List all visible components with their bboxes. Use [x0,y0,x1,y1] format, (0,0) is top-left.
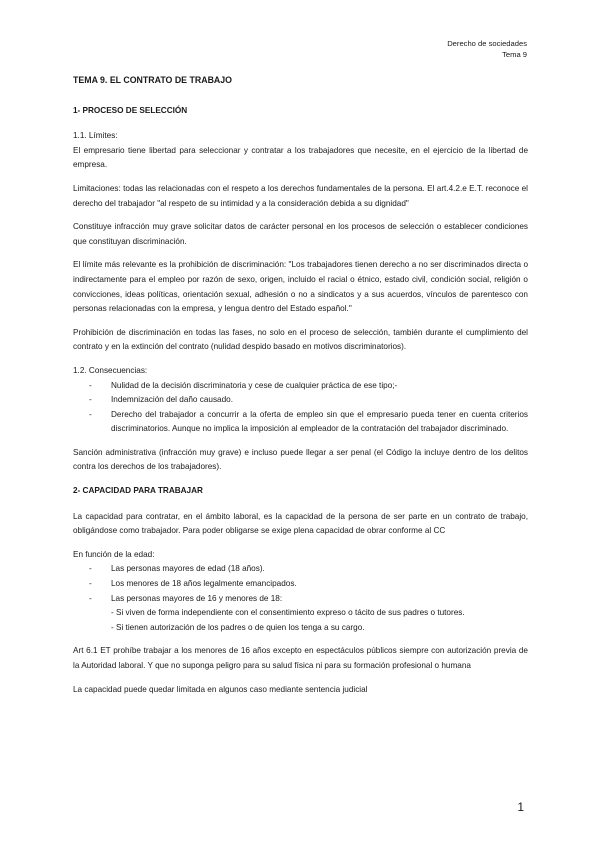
bullet-dash: - [89,593,92,603]
list-item-text: Los menores de 18 años legalmente emancipados. [111,579,297,589]
list-item-text: Nulidad de la decisión discriminatoria y cese de cualquier práctica de ese tipo;- [111,380,398,390]
list-item [73,393,528,408]
bullet-dash: - [89,564,92,574]
bullet-dash: - [89,579,92,589]
list-item [73,592,528,636]
limitaciones-paragraph: Limitaciones: todas las relacionadas con el respeto a los derechos fundamentales de la persona. El art.4.2.e E.T. reconoce el derecho del trabajador "al respeto de su intimidad y a la consideración debida a su dignidad" [73,183,528,208]
limites-heading: 1.1. Límites: [73,131,118,141]
limite-relevante-paragraph: El límite más relevante es la prohibición de discriminación: "Los trabajadores tienen derecho a no ser discriminados directa o indirectamente para el empleo por razón de sexo, origen, incluido el racial o étnico, estado civil, condición social, religión o convicciones, ideas políticas, orientación sexual, adhesión o no a sindicatos y a sus acuerdos, vínculos de parentesco con personas relacionadas con la empresa, y lengua dentro del Estado español." [73,260,528,314]
list-item [73,577,528,592]
header-topic: Tema 9 [502,50,527,59]
edad-sub-item: - Si tienen autorización de los padres o de quien los tenga a su cargo. [111,622,365,632]
page-number: 1 [517,800,524,814]
list-item [73,408,528,437]
bullet-dash: - [89,380,92,390]
bullet-dash: - [89,409,92,419]
limites-block [73,129,528,173]
header-subject: Derecho de sociedades [447,39,527,48]
document-title: TEMA 9. EL CONTRATO DE TRABAJO [73,75,233,85]
document-body [73,73,528,706]
prohibicion-paragraph: Prohibición de discriminación en todas las fases, no solo en el proceso de selección, también durante el cumplimiento del contrato y en la extinción del contrato (nulidad despido basado en motivos discriminatorios). [73,327,528,352]
limites-text: El empresario tiene libertad para seleccionar y contratar a los trabajadores que necesite, en el ejercicio de la libertad de empresa. [73,145,528,170]
sancion-paragraph: Sanción administrativa (infracción muy grave) e incluso puede llegar a ser penal (el Código la incluye dentro de los delitos contra los derechos de los trabajadores). [73,447,528,472]
list-item-text: Derecho del trabajador a concurrir a la oferta de empleo sin que el empresario pueda tener en cuenta criterios discriminatorios. Aunque no implica la imposición al empleador de la contratación del trabajador discriminado. [111,409,528,434]
infraccion-paragraph: Constituye infracción muy grave solicitar datos de carácter personal en los procesos de selección o establecer condiciones que constituyan discriminación. [73,222,528,246]
art61-paragraph: Art 6.1 ET prohíbe trabajar a los menores de 16 años excepto en espectáculos públicos siempre con autorización previa de la Autoridad laboral. Y que no suponga peligro para su salud física ni para su formación profesional o humana [73,646,528,670]
page-header [447,38,527,60]
bullet-dash: - [89,395,92,405]
list-item [73,562,528,577]
consecuencias-list [73,379,528,437]
edad-list [73,562,528,635]
list-item-text: Las personas mayores de 16 y menores de 18: [111,593,283,603]
edad-sub-item: - Si viven de forma independiente con el consentimiento expreso o tácito de sus padres o tutores. [111,608,465,618]
section-2-heading: 2- CAPACIDAD PARA TRABAJAR [73,486,203,496]
consecuencias-heading: 1.2. Consecuencias: [73,365,148,375]
section-1-heading: 1- PROCESO DE SELECCIÓN [73,105,188,115]
capacidad-limitada-paragraph: La capacidad puede quedar limitada en algunos caso mediante sentencia judicial [73,684,368,694]
edad-intro: En función de la edad: [73,549,155,559]
capacidad-paragraph: La capacidad para contratar, en el ámbito laboral, es la capacidad de la persona de ser parte en un contrato de trabajo, obligándose como trabajador. Para poder obligarse se exige plena capacidad de obrar conforme al CC [73,511,528,536]
list-item-text: Indemnización del daño causado. [111,395,233,405]
list-item [73,379,528,394]
list-item-text: Las personas mayores de edad (18 años). [111,564,265,574]
